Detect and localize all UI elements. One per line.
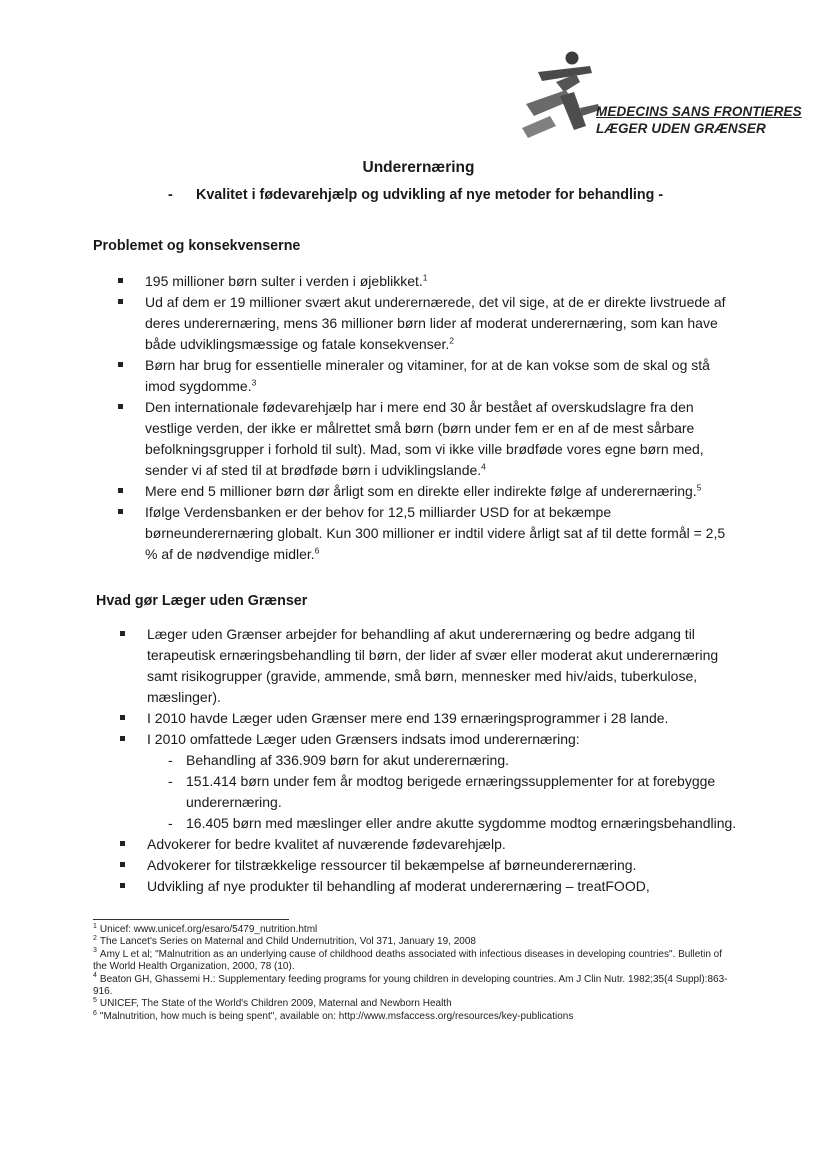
list-item — [118, 481, 738, 502]
square-bullet-icon — [120, 715, 125, 720]
list-item-text: Udvikling af nye produkter til behandling af moderat underernæring – treatFOOD, — [147, 878, 650, 894]
footnote-number: 3 — [93, 947, 97, 955]
footnote-divider — [93, 919, 289, 920]
footnote-text: Amy L et al; "Malnutrition as an underlying cause of childhood deaths associated with infectious diseases in developing countries". Bulletin of the World Health Organization, 2000, 78 (10). — [93, 948, 722, 973]
subtitle-dash: - — [168, 187, 173, 203]
square-bullet-icon — [118, 404, 123, 409]
list-item-text: Mere end 5 millioner børn dør årligt som en direkte eller indirekte følge af underernæring. — [145, 483, 697, 499]
list-item-text: Advokerer for tilstrækkelige ressourcer til bekæmpelse af børneunderernæring. — [147, 857, 637, 873]
list-item — [118, 355, 738, 397]
sub-list-item — [147, 813, 740, 834]
dash-bullet: - — [168, 752, 173, 768]
footnote — [93, 924, 733, 936]
list-item — [120, 729, 740, 834]
footnote-number: 5 — [93, 997, 97, 1005]
list-item — [118, 271, 738, 292]
sub-list — [147, 750, 740, 834]
footnote-text: Beaton GH, Ghassemi H.: Supplementary feeding programs for young children in developing countries. Am J Clin Nutr. 1982;35(4 Suppl):863-916. — [93, 973, 728, 998]
list-item-text: I 2010 havde Læger uden Grænser mere end 139 ernæringsprogrammer i 28 lande. — [147, 710, 669, 726]
sub-list-item — [147, 771, 740, 813]
footnote-ref: 2 — [449, 335, 455, 346]
footnote — [93, 974, 733, 999]
square-bullet-icon — [120, 841, 125, 846]
footnote-ref: 4 — [481, 461, 486, 472]
list-item — [118, 397, 738, 481]
list-item-text: Børn har brug for essentielle mineraler og vitaminer, for at de kan vokse som de skal og stå imod sygdomme. — [145, 357, 710, 394]
square-bullet-icon — [120, 883, 125, 888]
square-bullet-icon — [120, 862, 125, 867]
list-item — [118, 292, 738, 355]
document-subtitle — [168, 187, 663, 203]
action-list — [120, 624, 740, 897]
footnote-ref: 6 — [314, 545, 320, 556]
sub-list-item-text: Behandling af 336.909 børn for akut underernæring. — [186, 752, 509, 768]
list-item — [120, 876, 740, 897]
list-item-text: 195 millioner børn sulter i verden i øjeblikket. — [145, 273, 423, 289]
list-item-text: Ud af dem er 19 millioner svært akut underernærede, det vil sige, at de er direkte livstruede af deres underernæring, mens 36 millioner børn lider af moderat underernæring, som kan have både udviklingsmæssige og fatale konsekvenser. — [145, 294, 726, 352]
footnote-number: 4 — [93, 972, 97, 980]
footnote-number: 1 — [93, 922, 97, 930]
square-bullet-icon — [118, 278, 123, 283]
square-bullet-icon — [118, 509, 123, 514]
list-item-text: Advokerer for bedre kvalitet af nuværende fødevarehjælp. — [147, 836, 506, 852]
square-bullet-icon — [118, 362, 123, 367]
subtitle-text: Kvalitet i fødevarehjælp og udvikling af nye metoder for behandling - — [196, 187, 664, 203]
square-bullet-icon — [120, 631, 125, 636]
footnote — [93, 1011, 733, 1023]
footnote-ref: 1 — [422, 272, 428, 283]
sub-list-item-text: 151.414 børn under fem år modtog berigede ernæringssupplementer for at forebygge underernæring. — [186, 773, 716, 810]
footnote-text: "Malnutrition, how much is being spent", available on: http://www.msfaccess.org/resources/key-publications — [99, 1010, 574, 1022]
problem-list — [118, 271, 738, 565]
footnote-ref: 5 — [696, 482, 702, 493]
dash-bullet: - — [168, 815, 173, 831]
square-bullet-icon — [118, 488, 123, 493]
footnote — [93, 936, 733, 948]
list-item — [120, 624, 740, 708]
list-item-text: Læger uden Grænser arbejder for behandling af akut underernæring og bedre adgang til terapeutisk ernæringsbehandling til børn, der lider af svær eller moderat akut underernæring samt risikogrupper (gravide, ammende, små børn, mennesker med hiv/aids, tuberkulose, mæslinger). — [147, 626, 719, 705]
footnote — [93, 998, 733, 1010]
footnote-number: 6 — [93, 1009, 97, 1017]
footnote-text: The Lancet's Series on Maternal and Child Undernutrition, Vol 371, January 19, 2008 — [99, 936, 476, 948]
sub-list-item — [147, 750, 740, 771]
square-bullet-icon — [118, 299, 123, 304]
list-item — [120, 834, 740, 855]
list-item — [118, 502, 738, 565]
list-item-text: Ifølge Verdensbanken er der behov for 12,5 milliarder USD for at bekæmpe børneunderernæring globalt. Kun 300 millioner er indtil videre årligt sat af til dette formål = 2,5 % af de nødvendige midler. — [145, 504, 726, 562]
square-bullet-icon — [120, 736, 125, 741]
section-heading-msf-action: Hvad gør Læger uden Grænser — [96, 593, 308, 609]
sub-list-item-text: 16.405 børn med mæslinger eller andre akutte sygdomme modtog ernæringsbehandling. — [186, 815, 737, 831]
org-name-danish: LÆGER UDEN GRÆNSER — [596, 121, 766, 136]
footnote-ref: 3 — [251, 377, 257, 388]
footnote-text: UNICEF, The State of the World's Children 2009, Maternal and Newborn Health — [99, 998, 452, 1010]
list-item — [120, 708, 740, 729]
org-name-french: MEDECINS SANS FRONTIERES — [596, 104, 802, 119]
footnote — [93, 949, 733, 974]
footnote-number: 2 — [93, 935, 97, 943]
dash-bullet: - — [168, 773, 173, 789]
footnote-text: Unicef: www.unicef.org/esaro/5479_nutrition.html — [99, 924, 318, 935]
document-title: Underernæring — [362, 159, 475, 176]
section-heading-problem: Problemet og konsekvenserne — [93, 238, 301, 254]
list-item — [120, 855, 740, 876]
list-item-text: Den internationale fødevarehjælp har i mere end 30 år bestået af overskudslagre fra den vestlige verden, der ikke er målrettet små børn (børn under fem er en af de mest sårbare befolkningsgrupper i forhold til sult). Mad, som vi ikke ville brødføde vores egne børn med, sender vi af sted til at brødføde børn i udviklingslande. — [145, 399, 704, 478]
msf-logo — [520, 46, 800, 146]
footnotes — [93, 924, 733, 1023]
list-item-text: I 2010 omfattede Læger uden Grænsers indsats imod underernæring: — [147, 731, 580, 747]
